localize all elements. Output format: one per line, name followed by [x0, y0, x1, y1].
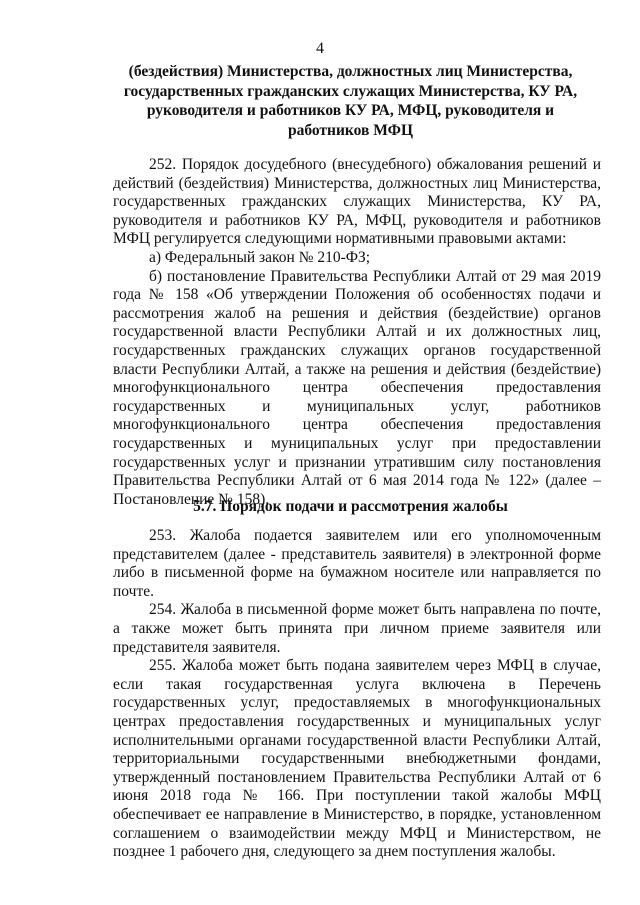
page-number: 4 — [316, 40, 324, 57]
list-item-a: а) Федеральный закон № 210-ФЗ; — [149, 248, 371, 266]
paragraph-253: 253. Жалоба подается заявителем или его уполномоченным представителем (далее - представитель заявителя) в электронной форме либо в письменной форме на бумажном носителе или направляется по почте. — [113, 527, 601, 600]
paragraph-252: 252. Порядок досудебного (внесудебного) обжалования решений и действий (бездействия) Министерства, должностных лиц Министерства, государственных гражданских служащих Министерства, КУ РА, руководителя и работников КУ РА, МФЦ, руководителя и работников МФЦ регулируется следующими нормативными правовыми актами: — [113, 156, 601, 248]
paragraph-254: 254. Жалоба в письменной форме может быть направлена по почте, а также может быть принята при личном приеме заявителя или представителя заявителя. — [113, 601, 601, 656]
list-item-b: б) постановление Правительства Республики Алтай от 29 мая 2019 года № 158 «Об утверждении Положения об особенностях подачи и рассмотрения жалоб на решения и действия (бездействие) органов государственной власти Республики Алтай и их должностных лиц, государственных гражданских служащих органов государственной власти Республики Алтай, а также на решения и действия (бездействие) многофункционального центра обеспечения предоставления государственных и муниципальных услуг, работников многофункционального центра обеспечения предоставления государственных и муниципальных услуг при предоставлении государственных услуг и признании утратившим силу постановления Правительства Республики Алтай от 6 мая 2014 года № 122» (далее – Постановление № 158). — [113, 267, 601, 508]
text-block-1 — [113, 156, 601, 509]
text-block-2 — [113, 527, 601, 862]
top-heading: (бездействия) Министерства, должностных лиц Министерства, государственных гражданских служащих Министерства, КУ РА, руководителя и работников КУ РА, МФЦ, руководителя и работников МФЦ — [123, 63, 578, 139]
paragraph-255: 255. Жалоба может быть подана заявителем через МФЦ в случае, если такая государственная услуга включена в Перечень государственных услуг, предоставляемых в многофункциональных центрах предоставления государственных и муниципальных услуг исполнительными органами государственной власти Республики Алтай, территориальными государственными внебюджетными фондами, утвержденный постановлением Правительства Республики Алтай от 6 июня 2018 года № 166. При поступлении такой жалобы МФЦ обеспечивает ее направление в Министерство, в порядке, установленном соглашением о взаимодействии между МФЦ и Министерством, не позднее 1 рабочего дня, следующего за днем поступления жалобы. — [113, 657, 601, 861]
section-heading: 5.7. Порядок подачи и рассмотрения жалобы — [193, 498, 508, 515]
